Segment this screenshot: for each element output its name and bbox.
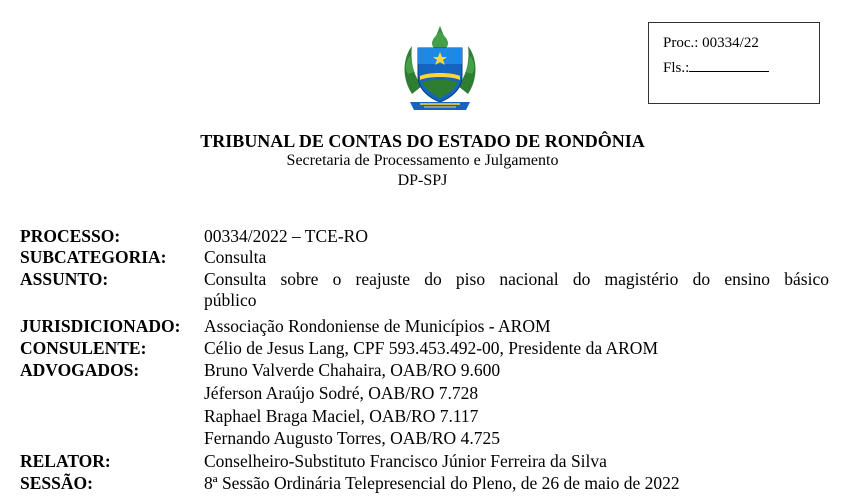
consulente-label: CONSULENTE:: [20, 338, 147, 358]
fls-blank-line: [689, 57, 769, 72]
court-title: TRIBUNAL DE CONTAS DO ESTADO DE RONDÔNIA: [200, 131, 645, 151]
state-coat-of-arms-seal: [398, 24, 482, 114]
advogado-4: Fernando Augusto Torres, OAB/RO 4.725: [204, 428, 500, 448]
jurisdicionado-value: Associação Rondoniense de Municípios - AROM: [204, 316, 551, 336]
assunto-value: Consulta sobre o reajuste do piso nacional do magistério do ensino básico: [204, 269, 829, 289]
secretariat-subtitle: Secretaria de Processamento e Julgamento: [286, 152, 559, 169]
processo-value: 00334/2022 – TCE-RO: [204, 226, 368, 246]
department-code: DP-SPJ: [397, 172, 448, 189]
fls-label: Fls.:: [663, 60, 690, 76]
subcategoria-value: Consulta: [204, 247, 267, 267]
relator-label: RELATOR:: [20, 451, 111, 471]
assunto-value-continued: público: [204, 290, 257, 310]
relator-value: Conselheiro-Substituto Francisco Júnior Ferreira da Silva: [204, 451, 607, 471]
advogado-1: Bruno Valverde Chahaira, OAB/RO 9.600: [204, 360, 501, 380]
advogado-2: Jéferson Araújo Sodré, OAB/RO 7.728: [204, 383, 479, 403]
sessao-value: 8ª Sessão Ordinária Telepresencial do Pleno, de 26 de maio de 2022: [204, 473, 680, 493]
jurisdicionado-label: JURISDICIONADO:: [20, 316, 181, 336]
fls-field: [663, 56, 819, 81]
assunto-label: ASSUNTO:: [20, 269, 109, 289]
processo-label: PROCESSO:: [20, 226, 121, 246]
sessao-label: SESSÃO:: [20, 473, 93, 493]
proc-number: Proc.: 00334/22: [663, 35, 759, 51]
consulente-value: Célio de Jesus Lang, CPF 593.453.492-00, Presidente da AROM: [204, 338, 659, 358]
advogados-label: ADVOGADOS:: [20, 360, 140, 380]
advogado-3: Raphael Braga Maciel, OAB/RO 7.117: [204, 406, 479, 426]
subcategoria-label: SUBCATEGORIA:: [20, 247, 167, 267]
process-reference-box: [648, 22, 820, 104]
